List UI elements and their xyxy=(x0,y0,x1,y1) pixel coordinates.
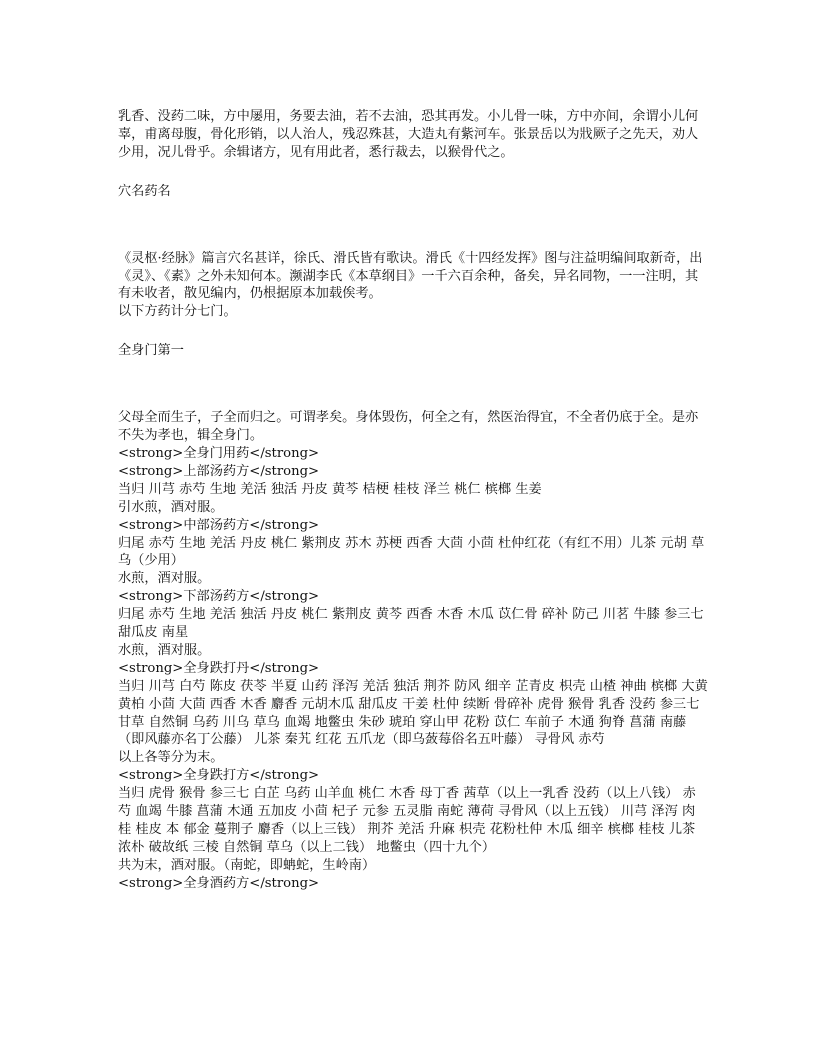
section-title-acupoint-drug-names: 穴名药名 xyxy=(118,183,171,199)
trauma-formula-instructions: 共为末，酒对服。（南蛇，即蚺蛇，生岭南） xyxy=(118,857,376,873)
acupoint-paragraph: 《灵枢·经脉》篇言穴名甚详，徐氏、滑氏皆有歌诀。滑氏《十四经发挥》图与注益明编间取新奇，出《灵》、《素》之外未知何本。濒湖李氏《本草纲目》一千六百余种，备矣，异名同物，一一注明，其有未收者，散见编内，仍根据原本加载俟考。 xyxy=(118,250,703,302)
trauma-formula-ingredients: 当归 虎骨 猴骨 参三七 白芷 乌药 山羊血 桃仁 木香 母丁香 茜草（以上一乳香 没药（以上八钱） 赤芍 血竭 牛膝 菖蒲 木通 五加皮 小茴 杞子 元参 五灵脂 南蛇 薄荷 寻骨风（以上五钱） 川芎 泽泻 肉桂 桂皮 本 郁金 蔓荆子 麝香（以上三钱） 荆芥 羌活 升麻 枳壳 花粉杜仲 木瓜 细辛 槟榔 桂枝 儿茶 浓朴 破故纸 三棱 自然铜 草乌（以上二钱） 地鳖虫（四十九个） xyxy=(118,786,700,855)
intro-paragraph: 乳香、没药二味，方中屡用，务要去油，若不去油，恐其再发。小儿骨一味，方中亦间，余谓小儿何辜，甫离母腹，骨化形销，以人治人，残忍殊甚，大造丸有紫河车。张景岳以为戕厥子之先天，劝人少用，况儿骨乎。余辑诸方，见有用此者，悉行裁去，以猴骨代之。 xyxy=(118,109,699,160)
heading-upper-decoction: <strong>上部汤药方</strong> xyxy=(118,463,320,479)
heading-trauma-pill: <strong>全身跌打丹</strong> xyxy=(118,660,320,676)
section-title-whole-body: 全身门第一 xyxy=(118,343,184,359)
trauma-pill-instructions: 以上各等分为末。 xyxy=(118,750,224,766)
lower-decoction-ingredients: 归尾 赤芍 生地 羌活 独活 丹皮 桃仁 紫荆皮 黄芩 西香 木香 木瓜 苡仁骨 碎补 防己 川茗 牛膝 参三七 甜瓜皮 南星 xyxy=(118,607,708,641)
category-note: 以下方药计分七门。 xyxy=(118,304,237,320)
whole-body-section xyxy=(118,409,712,892)
whole-body-intro: 父母全而生子，子全而归之。可谓孝矣。身体毁伤，何全之有，然医治得宜，不全者仍底于全。是亦不失为孝也，辑全身门。 xyxy=(118,410,699,444)
trauma-pill-ingredients: 当归 川芎 白芍 陈皮 茯苓 半夏 山药 泽泻 羌活 独活 荆芥 防风 细辛 芷青皮 枳壳 山楂 神曲 槟榔 大黄 黄柏 小茴 大茴 西香 木香 麝香 元胡木瓜 甜瓜皮 干姜 杜仲 续断 骨碎补 虎骨 猴骨 乳香 没药 参三七 甘草 自然铜 乌药 川乌 草乌 血竭 地鳖虫 朱砂 琥珀 穿山甲 花粉 苡仁 车前子 木通 狗脊 菖蒲 南藤（即风藤亦名丁公藤） 儿茶 秦艽 红花 五爪龙（即乌蔹莓俗名五叶藤） 寻骨风 赤芍 xyxy=(118,678,712,748)
upper-decoction-ingredients: 当归 川芎 赤芍 生地 羌活 独活 丹皮 黄芩 桔梗 桂枝 泽兰 桃仁 槟榔 生姜 xyxy=(118,481,542,497)
middle-decoction-instructions: 水煎，酒对服。 xyxy=(118,571,211,587)
upper-decoction-instructions: 引水煎，酒对服。 xyxy=(118,499,224,515)
document-page xyxy=(118,108,712,893)
heading-whole-body-drugs: <strong>全身门用药</strong> xyxy=(118,445,320,461)
heading-middle-decoction: <strong>中部汤药方</strong> xyxy=(118,517,320,533)
heading-trauma-formula: <strong>全身跌打方</strong> xyxy=(118,768,320,784)
heading-medicinal-wine: <strong>全身酒药方</strong> xyxy=(118,875,320,891)
middle-decoction-ingredients: 归尾 赤芍 生地 羌活 丹皮 桃仁 紫荆皮 苏木 苏梗 西香 大茴 小茴 杜仲红花（有红不用）儿茶 元胡 草乌（少用） xyxy=(118,535,705,569)
heading-lower-decoction: <strong>下部汤药方</strong> xyxy=(118,589,320,605)
lower-decoction-instructions: 水煎，酒对服。 xyxy=(118,642,211,658)
